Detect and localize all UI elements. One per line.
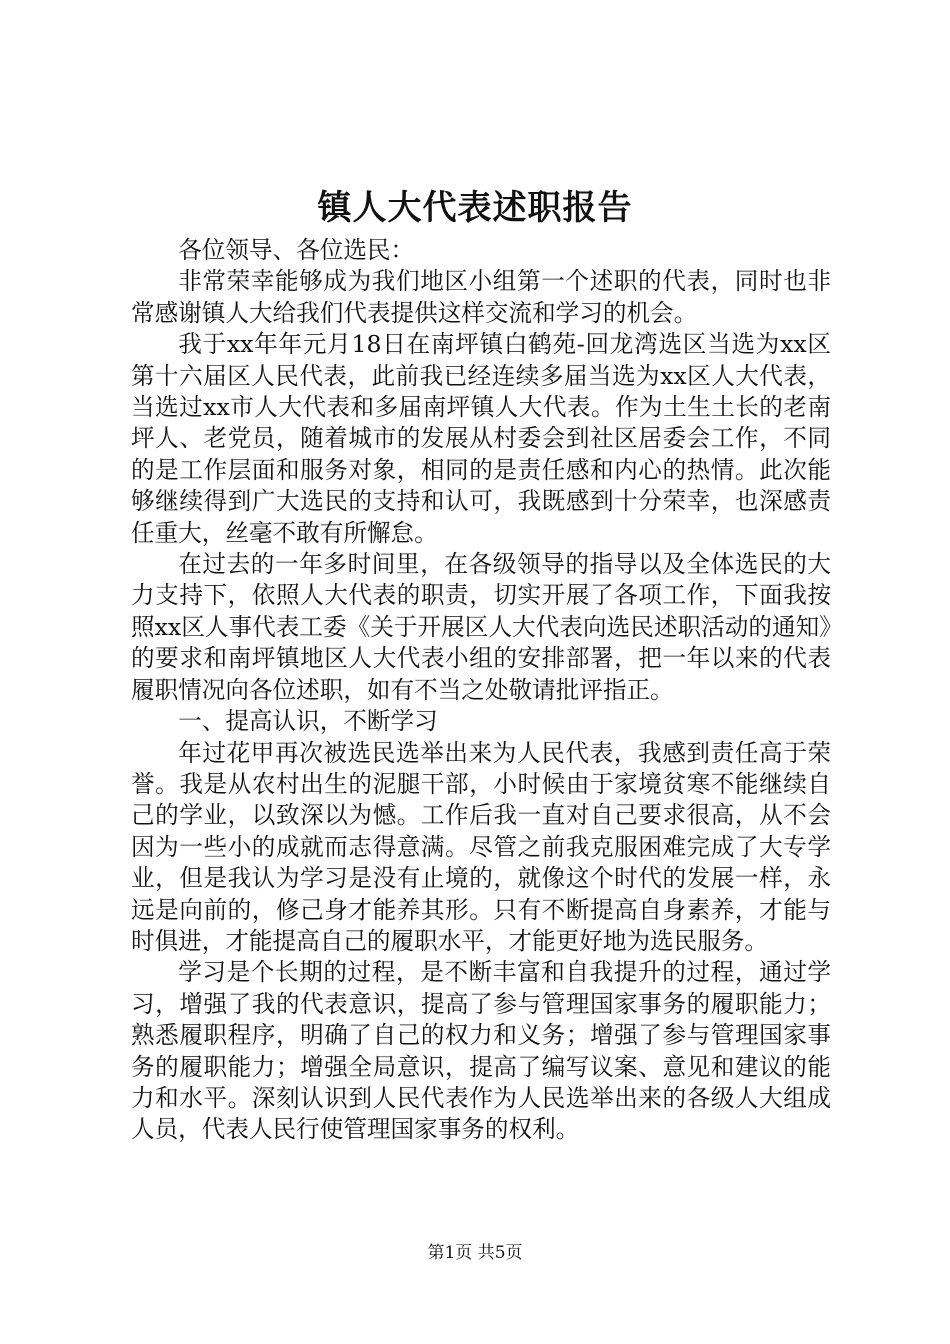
salutation-paragraph: 各位领导、各位选民： [178,236,415,264]
page-number-footer: 第1页 共5页 [427,1243,523,1263]
body-paragraph: 在过去的一年多时间里，在各级领导的指导以及全体选民的大力支持下，依照人大代表的职责，切实开展了各项工作，下面我按照xx区人事代表工委《关于开展区人大代表向选民述职活动的通知》的要求和南坪镇地区人大代表小组的安排部署，把一年以来的代表履职情况向各位述职，如有不当之处敬请批评指正。 [131,550,831,704]
document-body [131,235,831,1146]
body-paragraph: 非常荣幸能够成为我们地区小组第一个述职的代表，同时也非常感谢镇人大给我们代表提供这样交流和学习的机会。 [131,267,831,327]
section-heading: 一、提高认识，不断学习 [178,707,438,736]
body-paragraph: 年过花甲再次被选民选举出来为人民代表，我感到责任高于荣誉。我是从农村出生的泥腿干部，小时候由于家境贫寒不能继续自己的学业，以致深以为憾。工作后我一直对自己要求很高，从不会因为一些小的成就而志得意满。尽管之前我克服困难完成了大专学业，但是我认为学习是没有止境的，就像这个时代的发展一样，永远是向前的，修己身才能养其形。只有不断提高自身素养，才能与时俱进，才能提高自己的履职水平，才能更好地为选民服务。 [131,738,831,955]
document-title: 镇人大代表述职报告 [317,188,633,228]
body-paragraph: 学习是个长期的过程，是不断丰富和自我提升的过程，通过学习，增强了我的代表意识，提高了参与管理国家事务的履职能力；熟悉履职程序，明确了自己的权力和义务；增强了参与管理国家事务的履职能力；增强全局意识，提高了编写议案、意见和建议的能力和水平。深刻认识到人民代表作为人民选举出来的各级人大组成人员，代表人民行使管理国家事务的权利。 [131,958,831,1144]
body-paragraph: 我于xx年年元月18日在南坪镇白鹤苑-回龙湾选区当选为xx区第十六届区人民代表，此前我已经连续多届当选为xx区人大代表，当选过xx市人大代表和多届南坪镇人大代表。作为土生土长的老南坪人、老党员，随着城市的发展从村委会到社区居委会工作，不同的是工作层面和服务对象，相同的是责任感和内心的热情。此次能够继续得到广大选民的支持和认可，我既感到十分荣幸，也深感责任重大，丝毫不敢有所懈怠。 [131,330,831,547]
